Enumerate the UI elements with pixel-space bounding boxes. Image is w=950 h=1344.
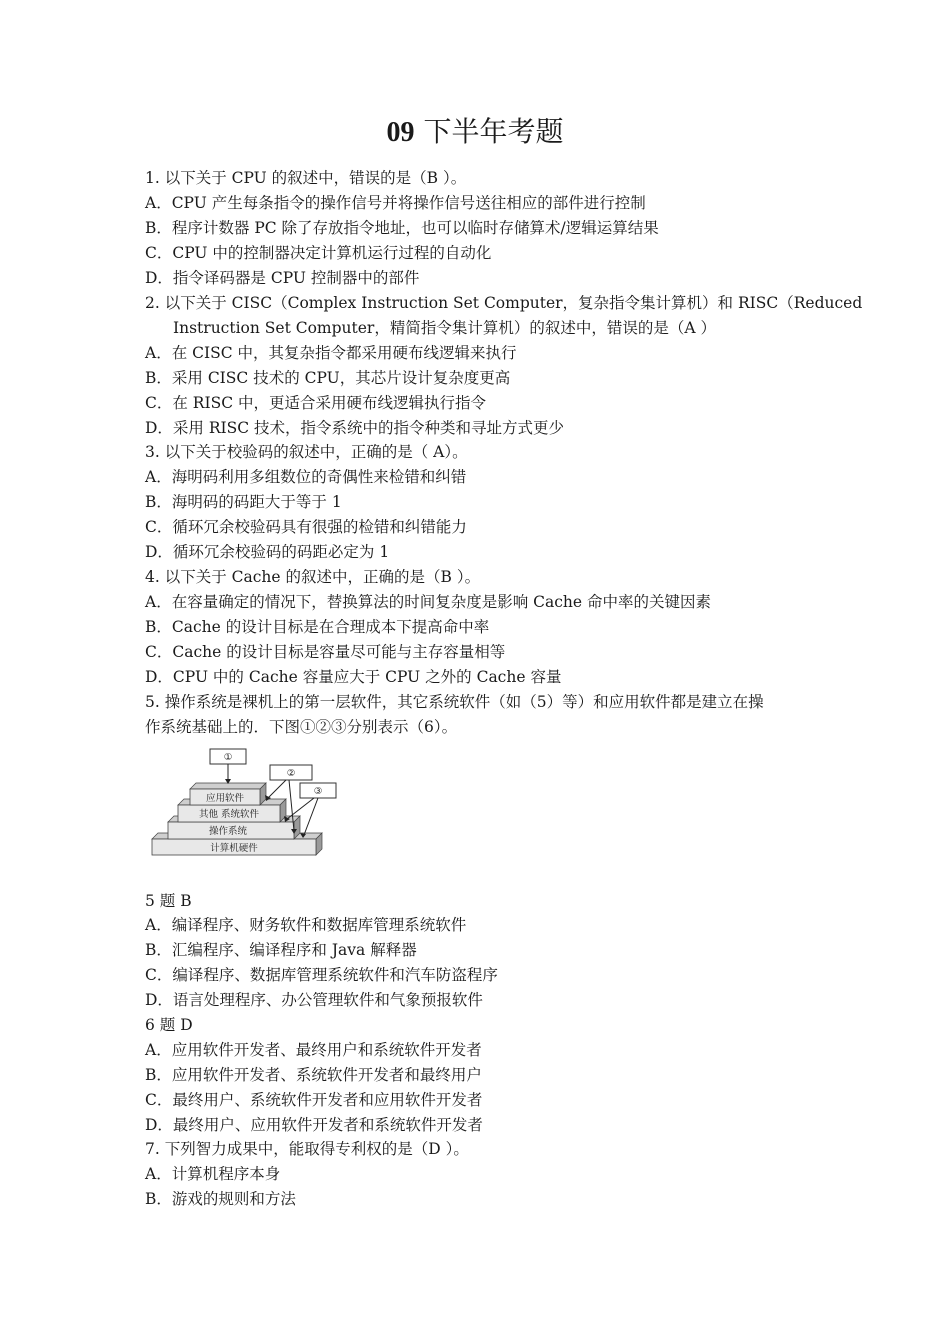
question-1: 1. 以下关于 CPU 的叙述中，错误的是（B ）。 — [145, 169, 467, 187]
answer-6: 6 题 D — [145, 1016, 193, 1034]
label-3: ③ — [313, 786, 323, 797]
question-2-continued: Instruction Set Computer，精简指令集计算机）的叙述中，错误的是（A ） — [173, 319, 716, 337]
q2-option-b: B．采用 CISC 技术的 CPU，其芯片设计复杂度更高 — [145, 369, 511, 387]
page-title — [0, 112, 950, 153]
label-1: ① — [223, 752, 233, 763]
question-2: 2. 以下关于 CISC（Complex Instruction Set Computer，复杂指令集计算机）和 RISC（Reduced — [145, 294, 863, 312]
label-2: ② — [286, 768, 296, 779]
layer-application — [190, 783, 266, 805]
q2-option-a: A．在 CISC 中，其复杂指令都采用硬布线逻辑来执行 — [145, 344, 517, 362]
question-7: 7. 下列智力成果中，能取得专利权的是（D ）。 — [145, 1140, 469, 1158]
q3-option-b: B．海明码的码距大于等于 1 — [145, 493, 342, 511]
answer-5: 5 题 B — [145, 892, 192, 910]
q7-option-b: B．游戏的规则和方法 — [145, 1190, 296, 1208]
q4-option-a: A．在容量确定的情况下，替换算法的时间复杂度是影响 Cache 命中率的关键因素 — [145, 593, 711, 611]
q2-option-c: C．在 RISC 中，更适合采用硬布线逻辑执行指令 — [145, 394, 486, 412]
q3-option-d: D．循环冗余校验码的码距必定为 1 — [145, 543, 390, 561]
q6-option-b: B．应用软件开发者、系统软件开发者和最终用户 — [145, 1066, 482, 1084]
q6-option-d: D．最终用户、应用软件开发者和系统软件开发者 — [145, 1116, 483, 1134]
q5-option-c: C．编译程序、数据库管理系统软件和汽车防盗程序 — [145, 966, 498, 984]
layer-application-label: 应用软件 — [205, 793, 245, 804]
q4-option-b: B．Cache 的设计目标是在合理成本下提高命中率 — [145, 618, 490, 636]
q3-option-c: C．循环冗余校验码具有很强的检错和纠错能力 — [145, 518, 467, 536]
q6-option-c: C．最终用户、系统软件开发者和应用软件开发者 — [145, 1091, 483, 1109]
q5-option-d: D．语言处理程序、办公管理软件和气象预报软件 — [145, 991, 483, 1009]
q6-option-a: A．应用软件开发者、最终用户和系统软件开发者 — [145, 1041, 482, 1059]
q5-option-a: A．编译程序、财务软件和数据库管理系统软件 — [145, 916, 467, 934]
title-number: 09 — [386, 117, 415, 148]
q7-option-a: A．计算机程序本身 — [145, 1165, 281, 1183]
layer-hardware-label: 计算机硬件 — [210, 843, 258, 854]
q1-option-d: D．指令译码器是 CPU 控制器中的部件 — [145, 269, 420, 287]
title-text: 下半年考题 — [423, 115, 564, 148]
q3-option-a: A．海明码利用多组数位的奇偶性来检错和纠错 — [145, 468, 467, 486]
q1-option-a: A．CPU 产生每条指令的操作信号并将操作信号送往相应的部件进行控制 — [145, 194, 646, 212]
question-4: 4. 以下关于 Cache 的叙述中，正确的是（B ）。 — [145, 568, 481, 586]
q5-option-b: B．汇编程序、编译程序和 Java 解释器 — [145, 941, 417, 959]
q2-option-d: D．采用 RISC 技术，指令系统中的指令种类和寻址方式更少 — [145, 419, 565, 437]
question-3: 3. 以下关于校验码的叙述中，正确的是（ A）。 — [145, 443, 468, 461]
layer-os-label: 操作系统 — [208, 826, 248, 837]
q4-option-c: C．Cache 的设计目标是容量尽可能与主存容量相等 — [145, 643, 506, 661]
layer-other-system-label: 其他 系统软件 — [198, 809, 260, 820]
q1-option-c: C．CPU 中的控制器决定计算机运行过程的自动化 — [145, 244, 492, 262]
question-5-continued: 作系统基础上的．下图①②③分别表示（6）。 — [145, 718, 458, 736]
q1-option-b: B．程序计数器 PC 除了存放指令地址，也可以临时存储算术/逻辑运算结果 — [145, 219, 659, 237]
question-5: 5. 操作系统是裸机上的第一层软件，其它系统软件（如（5）等）和应用软件都是建立在操 — [145, 693, 764, 711]
q4-option-d: D．CPU 中的 Cache 容量应大于 CPU 之外的 Cache 容量 — [145, 668, 562, 686]
software-layer-diagram — [144, 743, 344, 861]
